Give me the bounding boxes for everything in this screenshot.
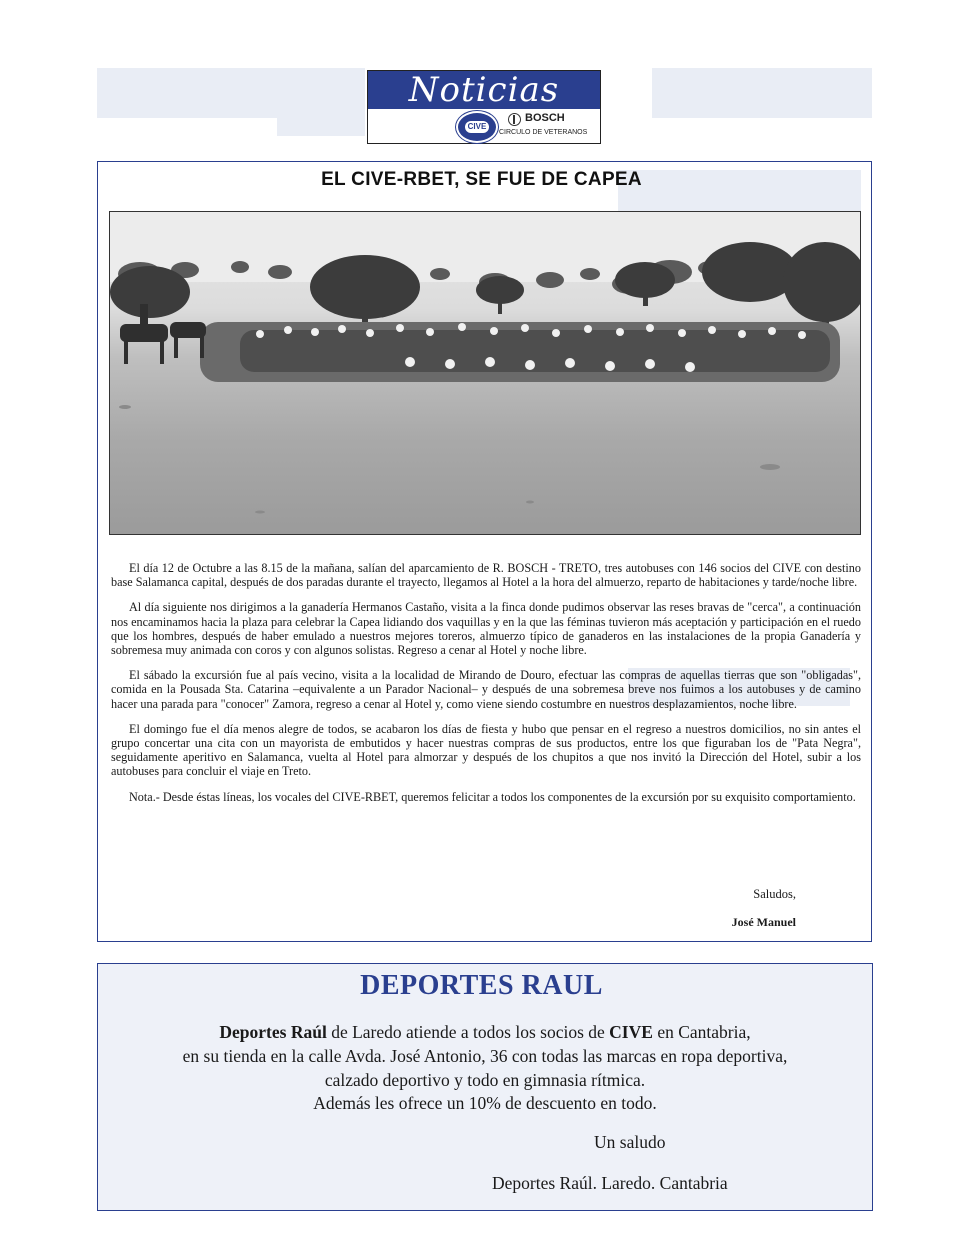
ghost-band-middle: [277, 118, 365, 136]
group-photo-illustration: [110, 212, 860, 534]
article-title: EL CIVE-RBET, SE FUE DE CAPEA: [321, 169, 642, 190]
ad-line-3: calzado deportivo y todo en gimnasia rítmica.: [324, 1070, 646, 1090]
ghost-band-right: [652, 68, 872, 118]
cive-badge-text: CIVE: [465, 121, 489, 133]
article-closing: Saludos,: [753, 887, 796, 901]
article-paragraph-4: El domingo fue el día menos alegre de todos, se acabaron los días de fiesta y hubo que pensar en el regreso a nuestros domicilios, no sin antes el grupo concertar una cita con un mayorista de embutidos y hacer nuestras compras de sus productos, entre los que figuraban los de "Pata Negra", seguidamente aperitivo en Salamanca, vuelta al Hotel para almorzar y después de los chupitos a que nos invitó la Dirección del Hotel, subir a los autobuses para concluir el viaje en Treto.: [111, 721, 861, 779]
bosch-logo-icon: [508, 113, 521, 126]
article-paragraph-5: Nota.- Desde éstas líneas, los vocales del CIVE-RBET, queremos felicitar a todos los componentes de la excursión por su exquisito comportamiento.: [129, 789, 856, 804]
masthead-title: Noticias: [368, 71, 600, 109]
ghost-band-left: [97, 68, 365, 118]
ad-line-1-text-a: de Laredo atiende a todos los socios de: [326, 1022, 610, 1042]
article-body: [111, 561, 861, 815]
ad-line-1-text-b: en Cantabria,: [652, 1022, 751, 1042]
ad-signature: Deportes Raúl. Laredo. Cantabria: [492, 1173, 728, 1193]
cive-logo-icon: [456, 111, 498, 143]
ad-brand: Deportes Raúl: [219, 1022, 327, 1042]
article-paragraph-1: El día 12 de Octubre a las 8.15 de la mañana, salían del aparcamiento de R. BOSCH - TRETO, tres autobuses con 146 socios del CIVE con destino base Salamanca capital, después de dos paradas durante el trayecto, llegamos al Hotel a la hora del almuerzo, reparto de habitaciones y tarde/noche libre.: [111, 561, 861, 590]
article-paragraph-2: Al día siguiente nos dirigimos a la ganadería Hermanos Castaño, visita a la finca donde pudimos observar las reses bravas de "cerca", a continuación nos encaminamos hacia la plaza para celebrar la Capea lidiando dos vaquillas y en la que las féminas tuvieron más aceptación y participación en el ruedo que los hombres, después de haber emulado a nuestros mejores toreros, almuerzo típico de ganaderos en las instalaciones de la propia Ganadería y sobremesa muy animada con coros y con algunos solistas. Regreso a cenar al Hotel y noche libre.: [111, 600, 861, 658]
ad-line-2: en su tienda en la calle Avda. José Antonio, 36 con todas las marcas en ropa deportiva,: [182, 1046, 788, 1066]
ad-line-1: [97, 1021, 873, 1043]
masthead: [367, 70, 601, 144]
ad-line-4: Además les ofrece un 10% de descuento en todo.: [313, 1093, 657, 1113]
masthead-subtitle: CIRCULO DE VETERANOS: [499, 129, 588, 136]
ad-cive: CIVE: [609, 1022, 653, 1042]
masthead-brand: BOSCH: [525, 112, 565, 124]
group-photo: [109, 211, 861, 535]
article-paragraph-3: El sábado la excursión fue al país vecino, visita a la localidad de Mirando de Douro, efectuar las compras de aquellas tierras que son "obligadas", comida en la Pousada Sta. Catarina –equivalente a un Parador Nacional– y después de una sobremesa breve nos fuimos a los autobuses y de camino hacer una parada para "conocer" Zamora, regreso a cenar al Hotel y, como viene siendo costumbre en nuestros desplazamientos, noche libre.: [111, 668, 861, 711]
article-signature: José Manuel: [731, 915, 796, 929]
ad-closing: Un saludo: [594, 1132, 666, 1152]
ad-title: DEPORTES RAUL: [360, 970, 603, 1001]
